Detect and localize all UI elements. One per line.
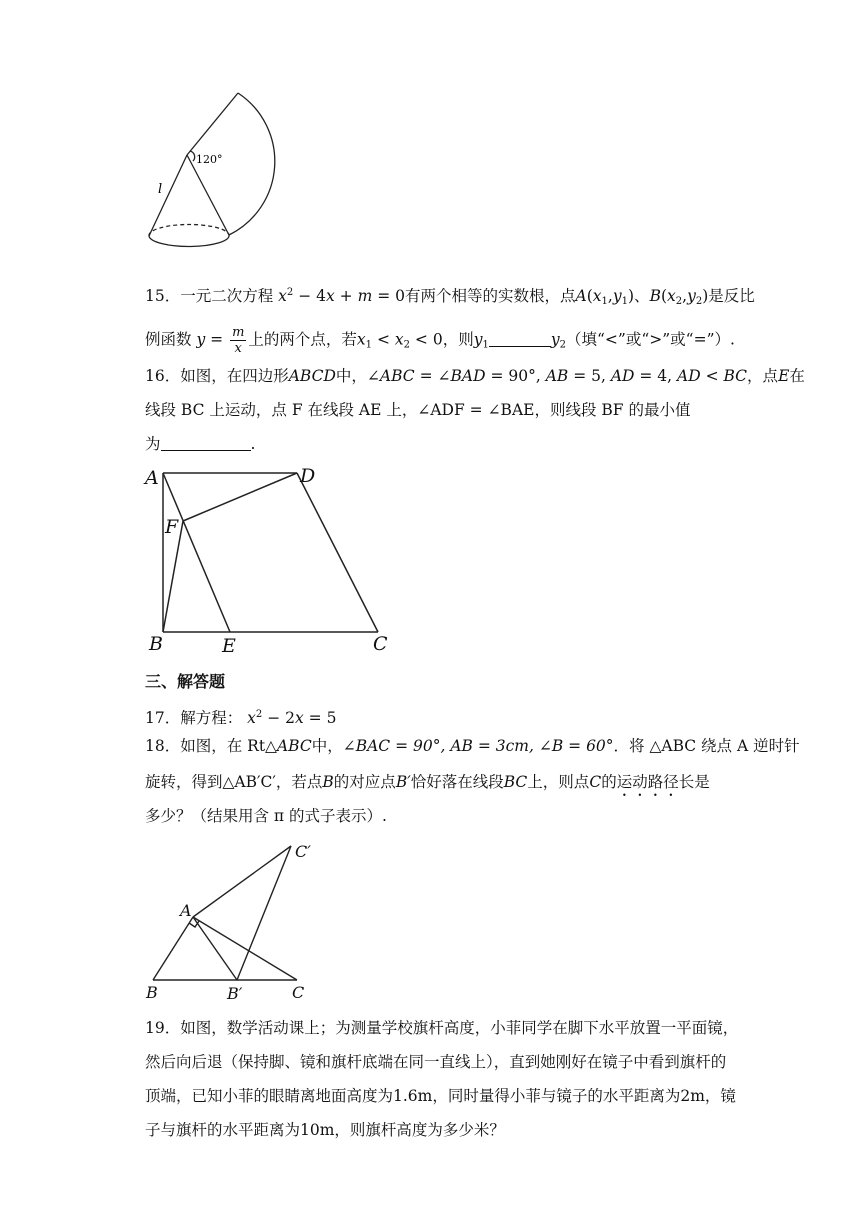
label-F: F [165,516,179,538]
slant-left [149,155,187,236]
q16-line1: 16．如图，在四边形ABCD中，∠ABC = ∠BAD = 90°, AB = 5, AD = 4, AD < BC，点E在 [145,367,805,385]
label-B: B [146,983,158,1002]
q17-line: 17．解方程： $x^2 - 2x = 5$ [145,709,337,727]
q15-answer-blank[interactable] [489,330,551,347]
base-front [149,235,229,247]
q18-line2: 旋转，得到△AB′C′，若点B的对应点B′恰好落在线段BC上，则点C的运动路径长是 [145,773,710,791]
q19-line1: 19．如图，数学活动课上；为测量学校旗杆高度，小菲同学在脚下水平放置一平面镜， [145,1019,739,1037]
q15-line2: 例函数 y = $\frac{m}{x}$ 上的两个点，若$x_1 < x_2 < 0$，则$y_1$ $y_2$（填“<”或“>”或“=”）. [145,325,735,356]
q18-line3: 多少？（结果用含 π 的式子表示）. [145,807,387,825]
label-A: A [145,467,159,489]
angle-mark [190,151,195,161]
label-E: E [222,635,236,657]
q16-answer-blank[interactable] [161,434,251,451]
right-angle-mark [189,921,199,927]
label-D: D [300,465,316,487]
label-A: A [180,901,192,920]
base-back [149,224,229,236]
label-C: C [292,983,305,1002]
slant-label: l [158,182,163,197]
q19-line2: 然后向后退（保持脚、镜和旗杆底端在同一直线上），直到她刚好在镜子中看到旗杆的 [145,1053,727,1071]
q18-line1: 18．如图，在 Rt△ABC中，∠BAC = 90°, AB = 3cm, ∠B = 60°．将 △ABC 绕点 A 逆时针 [145,737,800,755]
q16-line3: 为 . [145,435,256,453]
label-B: B [149,633,163,655]
label-C: C [373,633,388,655]
sector-arc [229,93,275,235]
label-B-prime: B′ [227,984,243,1003]
q15-line1: 15．一元二次方程 $x^2 - 4x + m = 0$有两个相等的实数根，点$A(x_1,y_1)$、$B(x_2,y_2)$是反比 [145,287,755,307]
label-C-prime: C′ [295,842,311,861]
section-title: 三、解答题 [145,672,226,691]
sector-edge-top [187,93,238,155]
q19-line3: 顶端，已知小菲的眼睛离地面高度为1.6m，同时量得小菲与镜子的水平距离为2m，镜 [145,1087,736,1105]
q16-line2: 线段 BC 上运动，点 F 在线段 AE 上，∠ADF = ∠BAE，则线段 BF 的最小值 [145,401,691,419]
angle-label: 120° [196,153,223,166]
slant-right [187,155,229,235]
q19-line4: 子与旗杆的水平距离为10m，则旗杆高度为多少米？ [145,1121,505,1139]
